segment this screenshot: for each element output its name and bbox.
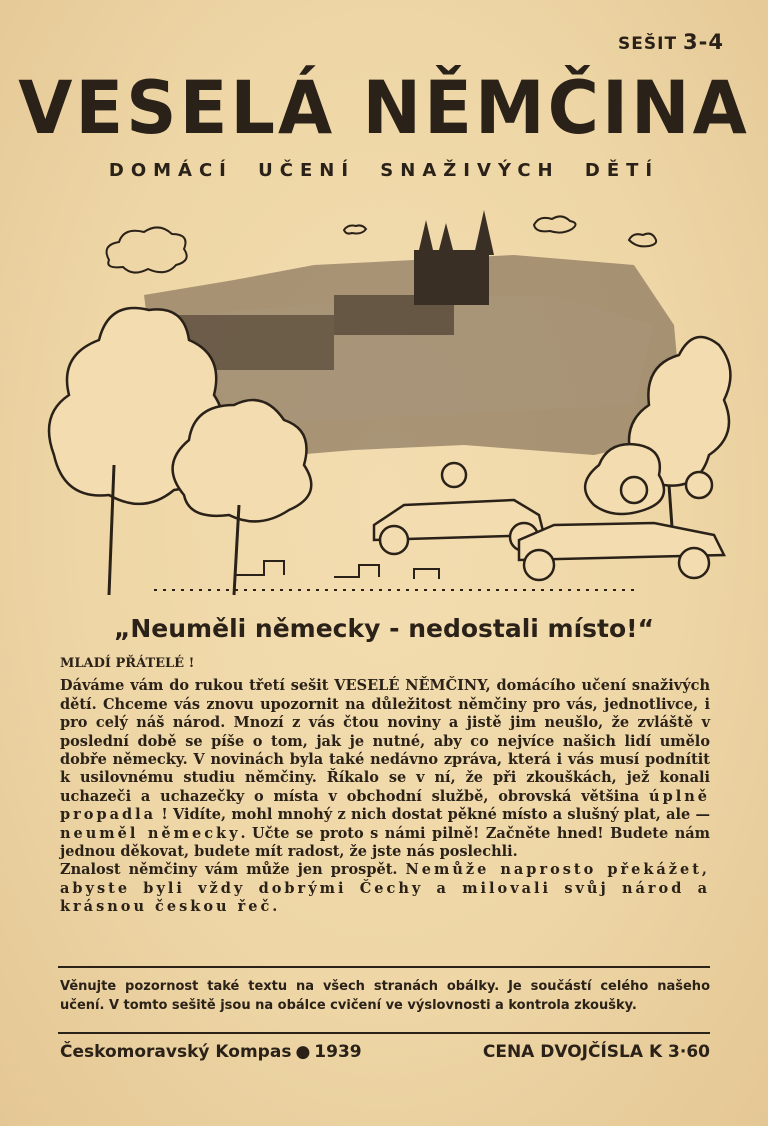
headline: „Neuměli německy - nedostali místo!“ [113, 614, 655, 643]
bullet-icon: ● [295, 1042, 311, 1062]
emphasis-3: Nemůže naprosto překážet, abyste byli vždy dobrými Čechy a milovali svůj národ a krásnou českou řeč. [60, 861, 710, 916]
divider-bottom [58, 1032, 710, 1034]
paragraph-2 [60, 861, 710, 916]
emphasis-1: úplně propadla [60, 787, 710, 824]
prague-castle-illustration [34, 205, 734, 600]
year: 1939 [314, 1042, 362, 1062]
paragraph-2-text: Znalost němčiny vám může jen prospět. [60, 861, 398, 879]
publisher-info [60, 1042, 362, 1062]
divider-top [58, 966, 710, 968]
page-title: VESELÁ NĚMČINA [18, 64, 750, 152]
article-body [60, 655, 710, 917]
paragraph-1-text: Dáváme vám do rukou třetí sešit VESELÉ NĚMČINY, domácího učení snaživých dětí. Chceme vás znovu upozornit na důležitost němčiny pro vás, jednotlivce, i pro celý náš národ. Mnozí z vás čtou noviny a jistě jim neušlo, že zvláště v poslední době se píše o tom, jak je nutné, aby co nejvíce našich lidí umělo dobře německy. V novinách byla také nedávno zpráva, která i vás musí podnítit k usilovnému studiu němčiny. Říkalo se v ní, že při zkouškách, jež konali uchazeči a uchazečky o místa v obchodní službě, obrovská většina [60, 677, 710, 805]
footer [60, 1042, 710, 1062]
price: CENA DVOJČÍSLA K 3·60 [482, 1042, 710, 1062]
issue-label [618, 30, 724, 54]
paragraph-1c-text: . Učte se proto s námi pilně! Začněte hned! Budete nám jednou děkovat, budete mít radost, že jste nás poslechli. [60, 824, 710, 861]
issue-number: 3-4 [683, 30, 724, 54]
issue-word: SEŠIT [618, 34, 678, 54]
publisher: Českomoravský Kompas [60, 1042, 292, 1062]
cover-note: Věnujte pozornost také textu na všech stranách obálky. Je součástí celého našeho učení. V tomto sešitě jsou na obálce cvičení ve výslovnosti a kontrola zkoušky. [60, 979, 710, 1013]
car-icon [519, 472, 724, 580]
greeting: MLADÍ PŘÁTELÉ ! [60, 656, 195, 671]
paragraph-1b-text: ! Vidíte, mohl mnohý z nich dostat pěkné místo a slušný plat, ale — [161, 806, 710, 824]
paragraph-1 [60, 677, 710, 861]
page-subtitle: DOMÁCÍ UČENÍ SNAŽIVÝCH DĚTÍ [108, 160, 660, 181]
fence [154, 561, 634, 590]
emphasis-2: neuměl německy [60, 824, 241, 842]
